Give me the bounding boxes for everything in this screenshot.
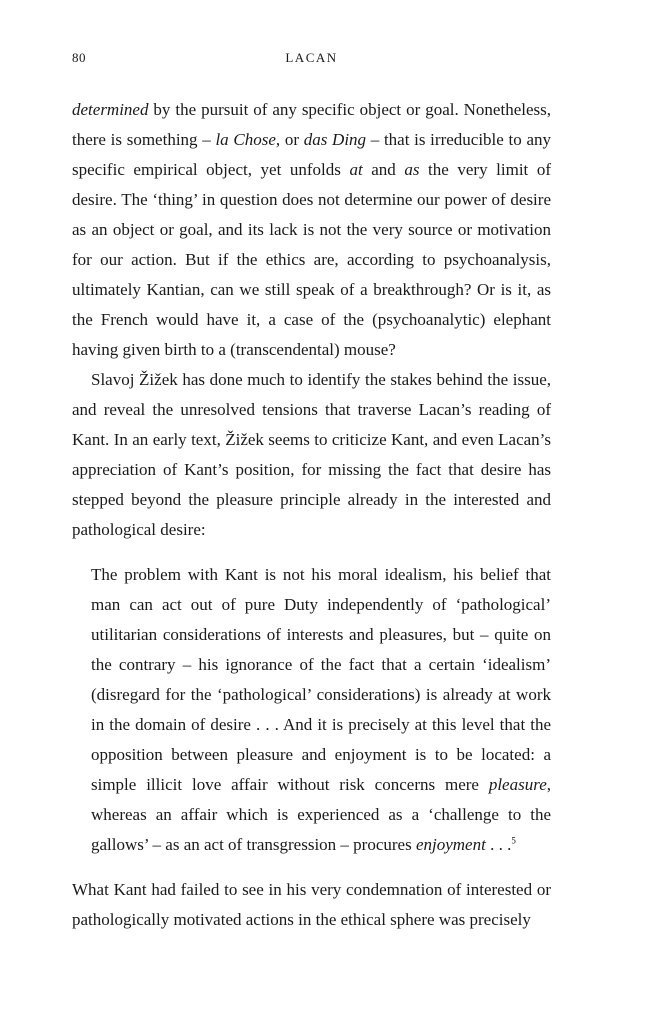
italic-term: as	[404, 160, 420, 179]
page-number: 80	[72, 50, 86, 65]
italic-term: determined	[72, 100, 149, 119]
main-text	[72, 95, 551, 935]
text-run: , whereas an affair which is experienced as a ‘challenge to the gallows’ – as an act of transgression – procures	[91, 775, 551, 854]
text-run: The problem with Kant is not his moral idealism, his belief that man can act out of pure Duty independently of ‘pathological’ utilitarian considerations of interests and pleasures, but – quite on the contrary – his ignorance of the fact that a certain ‘idealism’ (disregard for the ‘pathological’ considerations) is already at work in the domain of desire . . . And it is precisely at this level that the opposition between pleasure and enjoyment is to be located: a simple illicit love affair without risk concerns mere	[91, 565, 551, 794]
italic-term: pleasure	[488, 775, 547, 794]
page-header	[72, 50, 551, 70]
paragraph-continued	[72, 95, 551, 365]
italic-term: enjoyment	[415, 835, 486, 854]
footnote-reference[interactable]: 5	[511, 835, 516, 846]
paragraph-zizek: Slavoj Žižek has done much to identify the stakes behind the issue, and reveal the unresolved tensions that traverse Lacan’s reading of Kant. In an early text, Žižek seems to criticize Kant, and even Lacan’s appreciation of Kant’s position, for missing the fact that desire has stepped beyond the pleasure principle already in the interested and pathological desire:	[72, 370, 551, 539]
text-run: – that is irreducible to any specific empirical object, yet unfolds	[72, 130, 551, 179]
italic-term: la Chose	[215, 130, 276, 149]
paragraph-after-quote: What Kant had failed to see in his very condemnation of interested or pathologically motivated actions in the ethical sphere was precisely	[72, 880, 551, 929]
quote-text	[91, 560, 551, 860]
text-run: . . .	[485, 835, 512, 854]
running-title: LACAN	[285, 50, 338, 65]
block-quote	[91, 560, 551, 860]
italic-term: das Ding	[303, 130, 367, 149]
text-run: and	[362, 160, 405, 179]
text-run: the very limit of desire. The ‘thing’ in question does not determine our power of desire as an object or goal, and its lack is not the very source or motivation for our action. But if the ethics are, according to psychoanalysis, ultimately Kantian, can we still speak of a breakthrough? Or is it, as the French would have it, a case of the (psychoanalytic) elephant having given birth to a (transcendental) mouse?	[72, 160, 551, 359]
text-run: by the pursuit of any specific object or goal. Nonetheless, there is something –	[72, 100, 551, 149]
text-run: , or	[275, 130, 304, 149]
italic-term: at	[349, 160, 363, 179]
